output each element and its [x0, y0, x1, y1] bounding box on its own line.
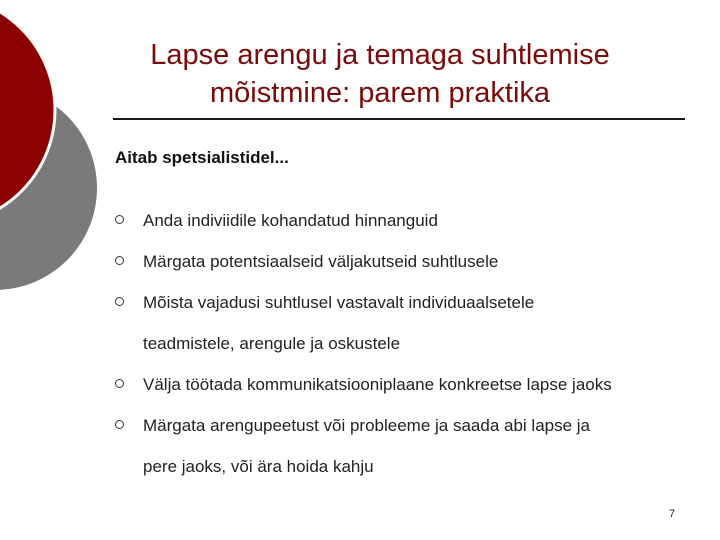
bullet-text: Anda indiviidile kohandatud hinnanguid	[143, 211, 438, 230]
hollow-circle-bullet-icon	[115, 379, 124, 388]
bullet-text: Märgata arengupeetust või probleeme ja saada abi lapse ja	[143, 416, 591, 435]
bullet-text: Märgata potentsiaalseid väljakutseid suhtlusele	[143, 252, 499, 271]
bullet-list	[115, 200, 695, 487]
title-divider	[113, 118, 685, 120]
slide-title	[120, 36, 640, 112]
hollow-circle-bullet-icon	[115, 215, 124, 224]
bullet-item	[115, 200, 695, 241]
bullet-text: Mõista vajadusi suhtlusel vastavalt individuaalsetele	[143, 293, 535, 312]
bullet-item	[115, 364, 695, 405]
bullet-text-continued: pere jaoks, või ära hoida kahju	[143, 457, 374, 476]
hollow-circle-bullet-icon	[115, 297, 124, 306]
intro-text: Aitab spetsialistidel...	[115, 148, 289, 167]
page-number: 7	[668, 508, 676, 520]
hollow-circle-bullet-icon	[115, 420, 124, 429]
corner-decoration	[0, 0, 110, 300]
bullet-text-continued: teadmistele, arengule ja oskustele	[143, 334, 401, 353]
bullet-item	[115, 405, 695, 487]
bullet-item	[115, 282, 695, 364]
bullet-text: Välja töötada kommunikatsiooniplaane konkreetse lapse jaoks	[143, 375, 612, 394]
title-line-1: Lapse arengu ja temaga suhtlemise	[150, 39, 610, 71]
title-line-2: mõistmine: parem praktika	[209, 77, 551, 109]
bullet-item	[115, 241, 695, 282]
hollow-circle-bullet-icon	[115, 256, 124, 265]
